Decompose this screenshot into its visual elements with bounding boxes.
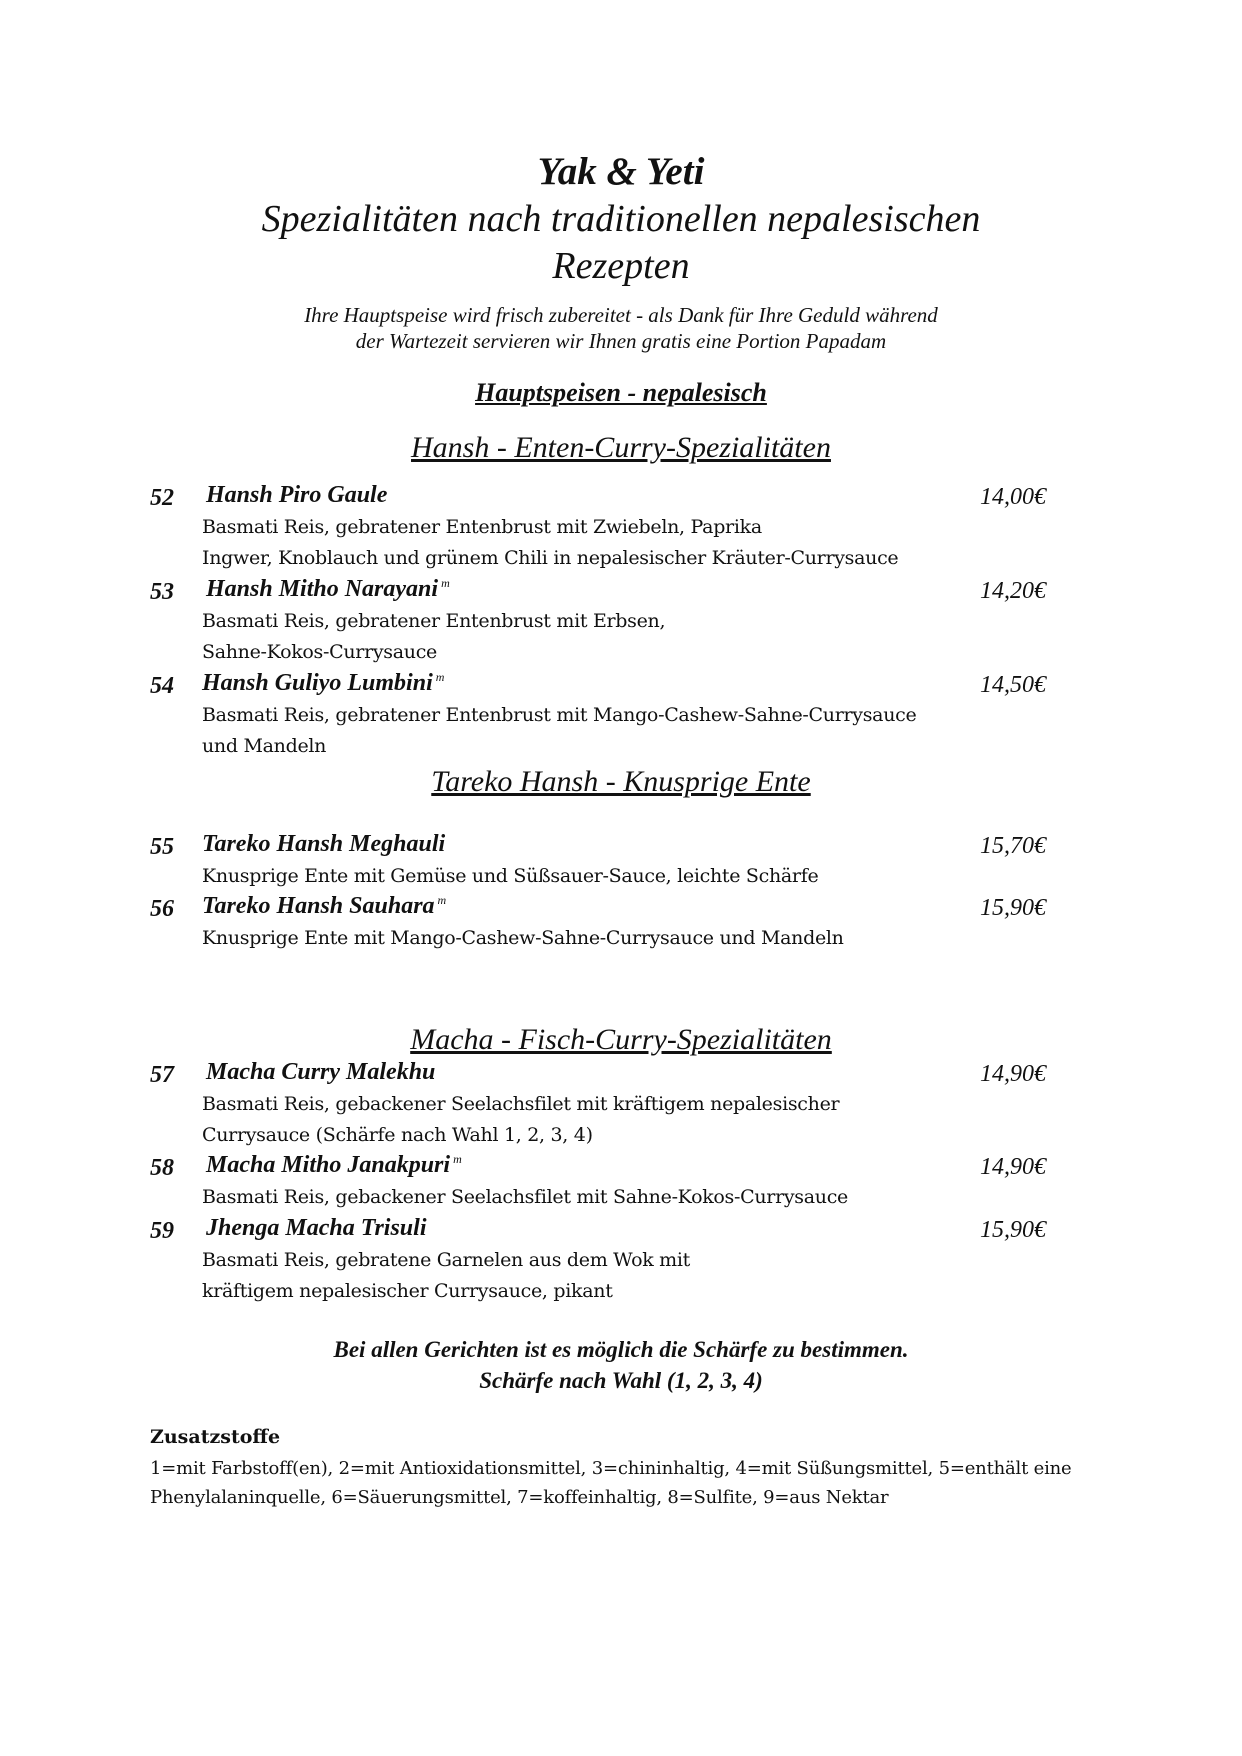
item-price: 14,90€ — [980, 1061, 1046, 1087]
allergen-mark: m — [453, 1152, 462, 1166]
item-description: Basmati Reis, gebratene Garnelen aus dem Wok mit kräftigem nepalesischer Currysauce, pikant — [202, 1249, 691, 1302]
intro-line-2: der Wartezeit servieren wir Ihnen gratis eine Portion Papadam — [355, 329, 887, 353]
item-description: Knusprige Ente mit Gemüse und Süßsauer-Sauce, leichte Schärfe — [202, 865, 819, 887]
item-number: 53 — [150, 579, 174, 605]
menu-subtitle — [0, 196, 1242, 290]
item-price: 15,90€ — [980, 895, 1046, 921]
intro-line-1: Ihre Hauptspeise wird frisch zubereitet - als Dank für Ihre Geduld während — [304, 303, 938, 327]
item-description: Knusprige Ente mit Mango-Cashew-Sahne-Currysauce und Mandeln — [202, 927, 844, 949]
item-description: Basmati Reis, gebratener Entenbrust mit Zwiebeln, Paprika Ingwer, Knoblauch und grünem Chili in nepalesischer Kräuter-Currysauce — [202, 516, 899, 569]
item-name: Macha Curry Malekhu — [206, 1059, 436, 1085]
item-price: 14,20€ — [980, 578, 1046, 604]
item-price: 14,00€ — [980, 484, 1046, 510]
subtitle-line-1: Spezialitäten nach traditionellen nepalesischen — [261, 198, 981, 240]
item-name: Tareko Hansh Meghauli — [202, 831, 446, 857]
item-name: Jhenga Macha Trisuli — [206, 1215, 427, 1241]
item-price: 15,90€ — [980, 1217, 1046, 1243]
item-number: 59 — [150, 1218, 174, 1244]
restaurant-title: Yak & Yeti — [537, 150, 705, 193]
additives-title: Zusatzstoffe — [150, 1426, 281, 1448]
item-description: Basmati Reis, gebratener Entenbrust mit Mango-Cashew-Sahne-Currysauce und Mandeln — [202, 704, 917, 757]
item-description: Basmati Reis, gebackener Seelachsfilet mit kräftigem nepalesischer Currysauce (Schärfe nach Wahl 1, 2, 3, 4) — [202, 1093, 840, 1146]
intro-text — [0, 302, 1242, 354]
item-number: 55 — [150, 834, 174, 860]
section-heading: Hansh - Enten-Curry-Spezialitäten — [411, 431, 831, 464]
item-number: 56 — [150, 896, 174, 922]
item-name: Hansh Piro Gaule — [206, 482, 388, 508]
spiciness-note: Bei allen Gerichten ist es möglich die Schärfe zu bestimmen. Schärfe nach Wahl (1, 2, 3, 4) — [333, 1337, 909, 1393]
item-name: Hansh Guliyo Lumbini $^m$ — [202, 670, 445, 696]
item-price: 15,70€ — [980, 833, 1046, 859]
allergen-mark: m — [437, 893, 447, 907]
item-price: 14,90€ — [980, 1154, 1046, 1180]
item-description: Basmati Reis, gebackener Seelachsfilet mit Sahne-Kokos-Currysauce — [202, 1186, 849, 1208]
item-number: 54 — [150, 673, 174, 699]
item-price: 14,50€ — [980, 672, 1046, 698]
allergen-mark: m — [441, 576, 450, 590]
item-number: 52 — [150, 485, 174, 511]
item-description: Basmati Reis, gebratener Entenbrust mit Erbsen, Sahne-Kokos-Currysauce — [202, 610, 666, 663]
main-heading: Hauptspeisen - nepalesisch — [475, 378, 767, 407]
additives-list: 1=mit Farbstoff(en), 2=mit Antioxidationsmittel, 3=chininhaltig, 4=mit Süßungsmittel, 5=enthält eine Phenylalaninquelle, 6=Säuerungsmittel, 7=koffeinhaltig, 8=Sulfite, 9=aus Nektar — [150, 1458, 1072, 1508]
section-heading: Tareko Hansh - Knusprige Ente — [431, 765, 811, 798]
item-number: 58 — [150, 1155, 174, 1181]
item-number: 57 — [150, 1062, 174, 1088]
subtitle-line-2: Rezepten — [552, 245, 690, 287]
item-name: Macha Mitho Janakpuri $^m$ — [206, 1152, 462, 1178]
item-name: Hansh Mitho Narayani $^m$ — [206, 576, 450, 602]
section-heading: Macha - Fisch-Curry-Spezialitäten — [410, 1023, 832, 1056]
item-name: Tareko Hansh Sauhara $^m$ — [202, 893, 447, 919]
allergen-mark: m — [435, 670, 445, 684]
